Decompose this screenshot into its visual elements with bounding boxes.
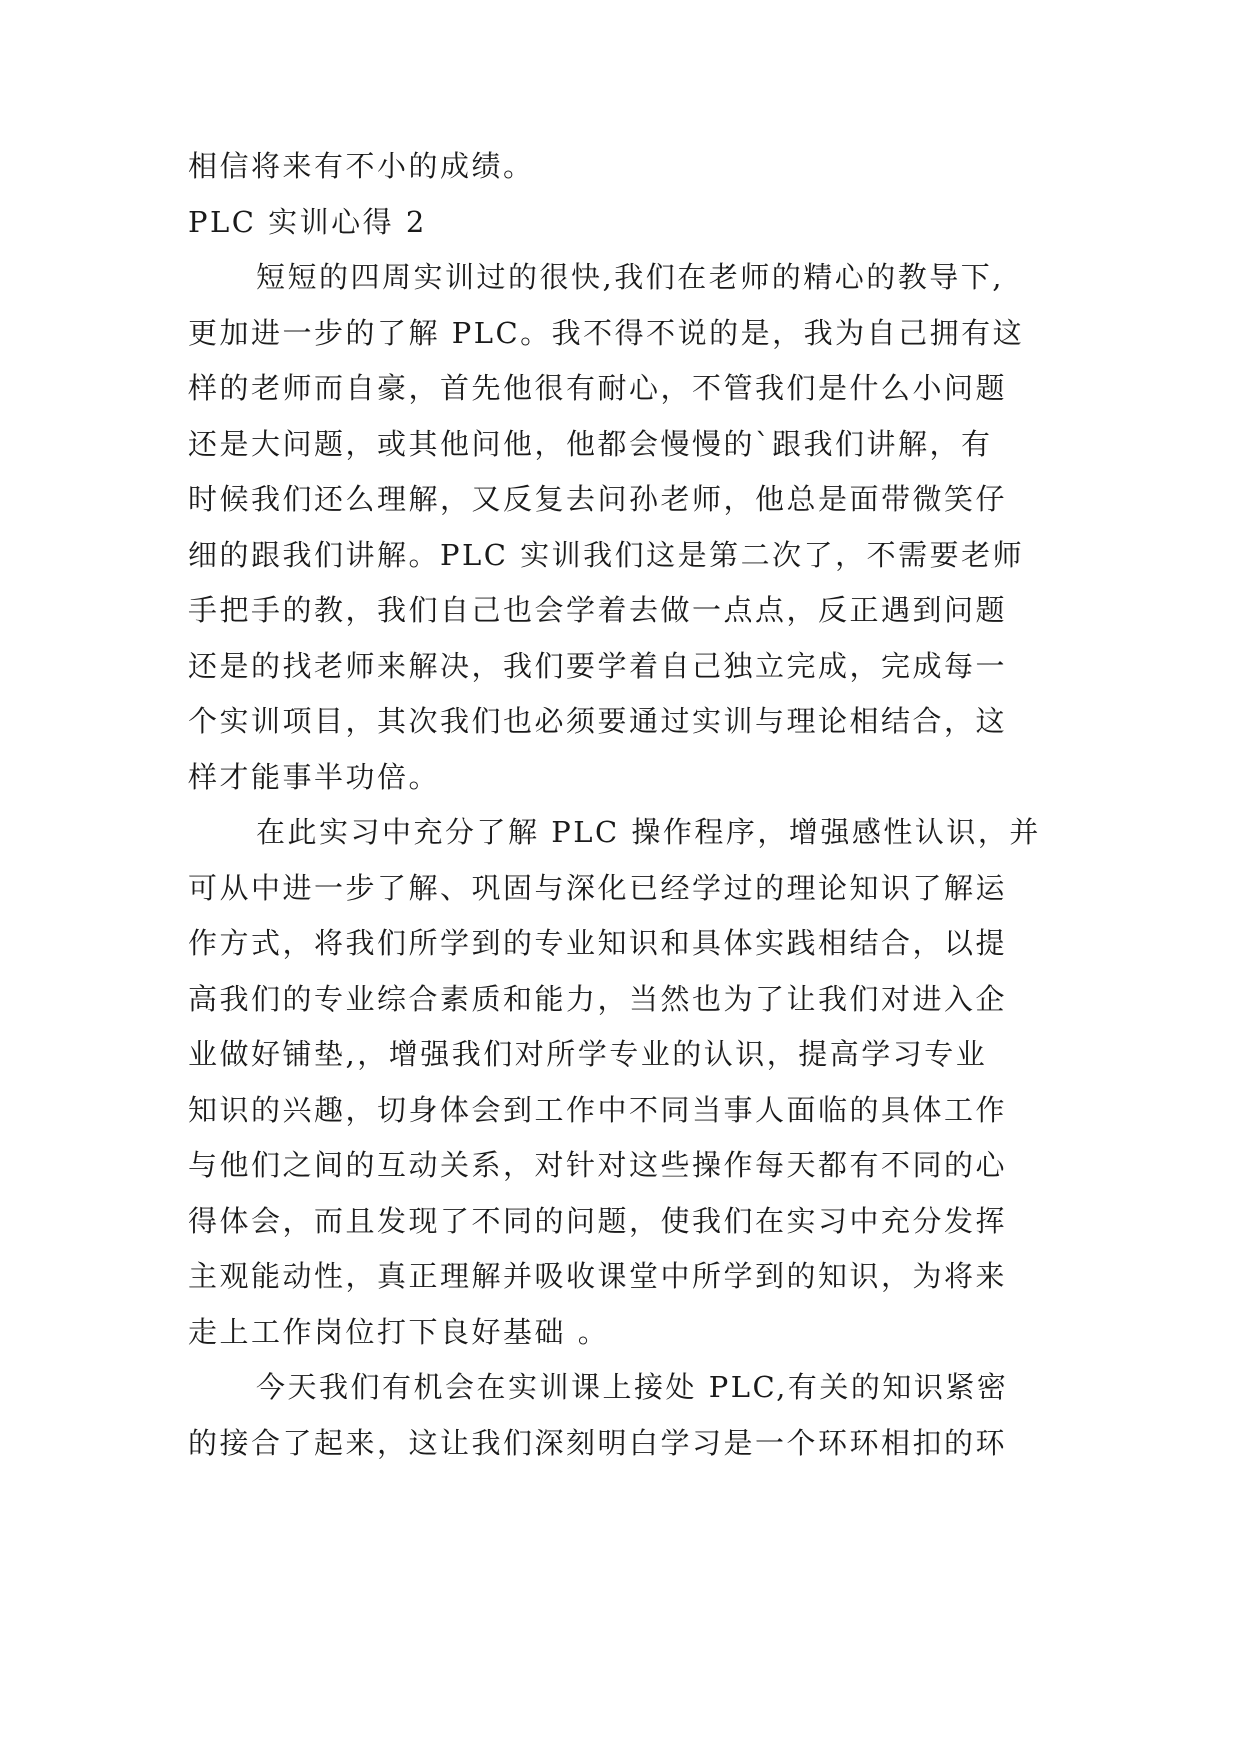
text-line: 还是大问题，或其他问他，他都会慢慢的`跟我们讲解，有 <box>188 427 993 461</box>
text-line: 相信将来有不小的成绩。 <box>188 149 535 183</box>
text-line: 样的老师而自豪，首先他很有耐心，不管我们是什么小问题 <box>188 371 1008 405</box>
text-line: 高我们的专业综合素质和能力，当然也为了让我们对进入企 <box>188 982 1008 1016</box>
text-line: 走上工作岗位打下良好基础 。 <box>188 1315 610 1349</box>
text-line: 可从中进一步了解、巩固与深化已经学过的理论知识了解运 <box>188 871 1008 905</box>
section-heading: PLC 实训心得 2 <box>188 205 427 239</box>
text-line: 短短的四周实训过的很快,我们在老师的精心的教导下, <box>256 260 1004 294</box>
text-line: 细的跟我们讲解。PLC 实训我们这是第二次了，不需要老师 <box>188 538 1025 572</box>
text-line: 今天我们有机会在实训课上接处 PLC,有关的知识紧密 <box>256 1370 1009 1404</box>
text-line: 与他们之间的互动关系，对针对这些操作每天都有不同的心 <box>188 1148 1008 1182</box>
text-line: 样才能事半功倍。 <box>188 760 441 794</box>
text-line: 的接合了起来，这让我们深刻明白学习是一个环环相扣的环 <box>188 1426 1008 1460</box>
text-line: 业做好铺垫,，增强我们对所学专业的认识，提高学习专业 <box>188 1037 988 1071</box>
text-line: 还是的找老师来解决，我们要学着自己独立完成，完成每一 <box>188 649 1008 683</box>
text-line: 更加进一步的了解 PLC。我不得不说的是，我为自己拥有这 <box>188 316 1025 350</box>
text-line: 个实训项目，其次我们也必须要通过实训与理论相结合，这 <box>188 704 1008 738</box>
text-line: 在此实习中充分了解 PLC 操作程序，增强感性认识，并 <box>256 815 1041 849</box>
text-line: 手把手的教，我们自己也会学着去做一点点，反正遇到问题 <box>188 593 1008 627</box>
text-line: 时候我们还么理解，又反复去问孙老师，他总是面带微笑仔 <box>188 482 1008 516</box>
text-line: 知识的兴趣，切身体会到工作中不同当事人面临的具体工作 <box>188 1093 1008 1127</box>
text-line: 得体会，而且发现了不同的问题，使我们在实习中充分发挥 <box>188 1204 1008 1238</box>
text-line: 作方式，将我们所学到的专业知识和具体实践相结合，以提 <box>188 926 1008 960</box>
text-line: 主观能动性，真正理解并吸收课堂中所学到的知识，为将来 <box>188 1259 1008 1293</box>
